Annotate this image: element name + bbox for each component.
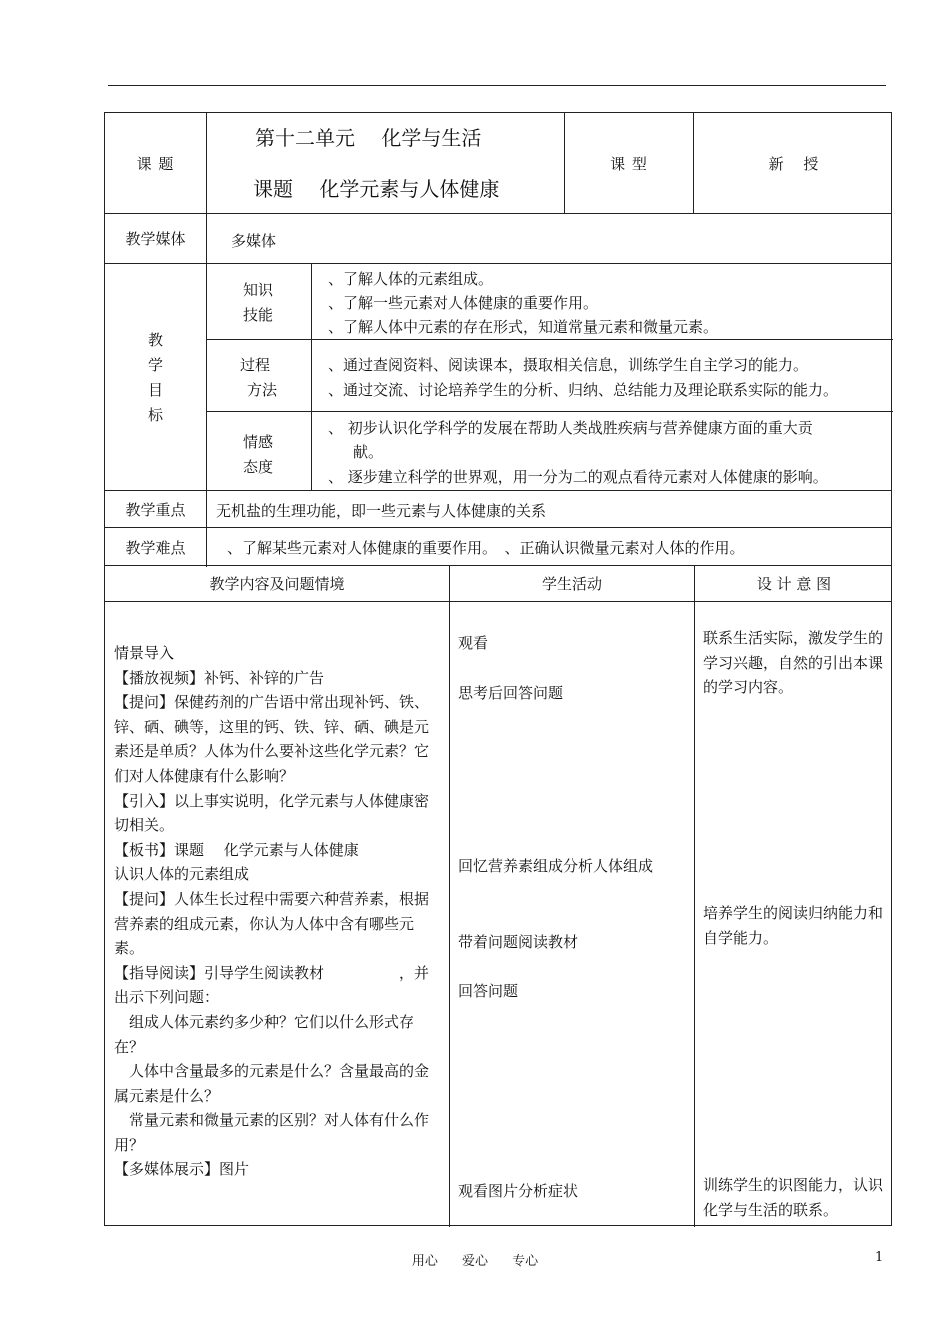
page-footer — [0, 1250, 950, 1269]
objective-emotion: 情感 态度 、 初步认识化学科学的发展在帮助人类战胜疾病与营养健康方面的重大贡 献。 、 逐步建立科学的世界观，用一分为二的观点看待元素对人体健康的影响。 — [207, 412, 893, 491]
objective-knowledge: 知识 技能 、了解人体的元素组成。 、了解一些元素对人体健康的重要作用。 、了解人体中元素的存在形式，知道常量元素和微量元素。 — [207, 264, 893, 340]
media-row — [105, 214, 891, 264]
activity-6: 观看图片分析症状 — [458, 1182, 579, 1200]
knowledge-item-1: 、了解人体的元素组成。 — [328, 270, 494, 288]
process-item-2: 、通过交流、讨论培养学生的分析、归纳、总结能力及理论联系实际的能力。 — [328, 381, 839, 399]
header-rule — [108, 85, 886, 86]
course-row — [105, 113, 891, 214]
column-content: 教学内容及问题情境 — [105, 566, 450, 601]
emotion-item-2: 、 逐步建立科学的世界观，用一分为二的观点看待元素对人体健康的影响。 — [328, 468, 828, 486]
activity-cell — [450, 602, 695, 1227]
intent-3: 训练学生的识图能力，认识化学与生活的联系。 — [703, 1176, 884, 1219]
activity-3: 回忆营养素组成分析人体组成 — [458, 857, 654, 875]
difficult-point-value: 、了解某些元素对人体健康的重要作用。 、正确认识微量元素对人体的作用。 — [227, 539, 745, 557]
lesson-info-table — [104, 112, 892, 566]
activity-5: 回答问题 — [458, 982, 519, 1000]
course-title-cell — [207, 113, 565, 213]
type-value: 新 授 — [768, 154, 819, 173]
intent-1: 联系生活实际，激发学生的学习兴趣，自然的引出本课的学习内容。 — [703, 629, 884, 697]
footer-word-2: 爱心 — [461, 1254, 488, 1269]
page-number: 1 — [875, 1250, 884, 1265]
activity-2: 思考后回答问题 — [458, 684, 564, 702]
emotion-item-1-cont: 献。 — [353, 443, 384, 461]
process-row — [105, 602, 891, 1227]
key-point-row — [105, 491, 891, 528]
content-text: 情景导入 【播放视频】补钙、补锌的广告 【提问】保健药剂的广告语中常出现补钙、铁、锌、硒、碘等，这里的钙、铁、锌、硒、碘是元素还是单质？人体为什么要补这些化学元素？它们对人体健康有什么影响？ 【引入】以上事实说明，化学元素与人体健康密切相关。 【板书】课题 化学元素与人体健康 认识人体的元素组成 【提问】人体生长过程中需要六种营养素，根据营养素的组成元素，你认为人体中含有哪些元素。 【指导阅读】引导学生阅读教材 ，并出示下列问题： 组成人体元素约多少种？它们以什么形式存在？ 人体中含量最多的元素是什么？含量最高的金属元素是什么？ 常量元素和微量元素的区别？对人体有什么作用？ 【多媒体展示】图片 — [114, 644, 430, 1179]
key-point-value: 无机盐的生理功能，即一些元素与人体健康的关系 — [216, 502, 547, 520]
intent-2: 培养学生的阅读归纳能力和自学能力。 — [703, 904, 884, 947]
course-lesson-title: 课题 化学元素与人体健康 — [253, 177, 500, 201]
media-label: 教学媒体 — [105, 214, 207, 263]
emotion-item-1: 、 初步认识化学科学的发展在帮助人类战胜疾病与营养健康方面的重大贡 — [328, 419, 813, 437]
footer-word-3: 专心 — [512, 1254, 539, 1269]
activity-1: 观看 — [458, 634, 489, 652]
intent-cell — [695, 602, 893, 1227]
column-activity: 学生活动 — [450, 566, 695, 601]
process-item-1: 、通过查阅资料、阅读课本，摄取相关信息，训练学生自主学习的能力。 — [328, 356, 809, 374]
column-intent: 设 计 意 图 — [756, 575, 832, 593]
content-cell — [105, 602, 450, 1227]
key-point-label: 教学重点 — [105, 491, 207, 527]
course-label: 课 题 — [105, 113, 207, 213]
media-value: 多媒体 — [231, 232, 277, 250]
course-unit-title: 第十二单元 化学与生活 — [255, 126, 482, 150]
lesson-process-table — [104, 565, 892, 1226]
type-label: 课 型 — [565, 113, 694, 213]
objectives-label: 教 学 目 标 — [105, 264, 207, 490]
difficult-point-label: 教学难点 — [105, 528, 207, 567]
column-header-row — [105, 566, 891, 602]
objectives-block — [105, 264, 891, 491]
knowledge-item-3: 、了解人体中元素的存在形式，知道常量元素和微量元素。 — [328, 318, 719, 336]
footer-word-1: 用心 — [411, 1254, 438, 1269]
difficult-point-row — [105, 528, 891, 567]
knowledge-item-2: 、了解一些元素对人体健康的重要作用。 — [328, 294, 599, 312]
objective-process: 过程 方法 、通过查阅资料、阅读课本，摄取相关信息，训练学生自主学习的能力。 、通过交流、讨论培养学生的分析、归纳、总结能力及理论联系实际的能力。 — [207, 340, 893, 412]
activity-4: 带着问题阅读教材 — [458, 933, 579, 951]
